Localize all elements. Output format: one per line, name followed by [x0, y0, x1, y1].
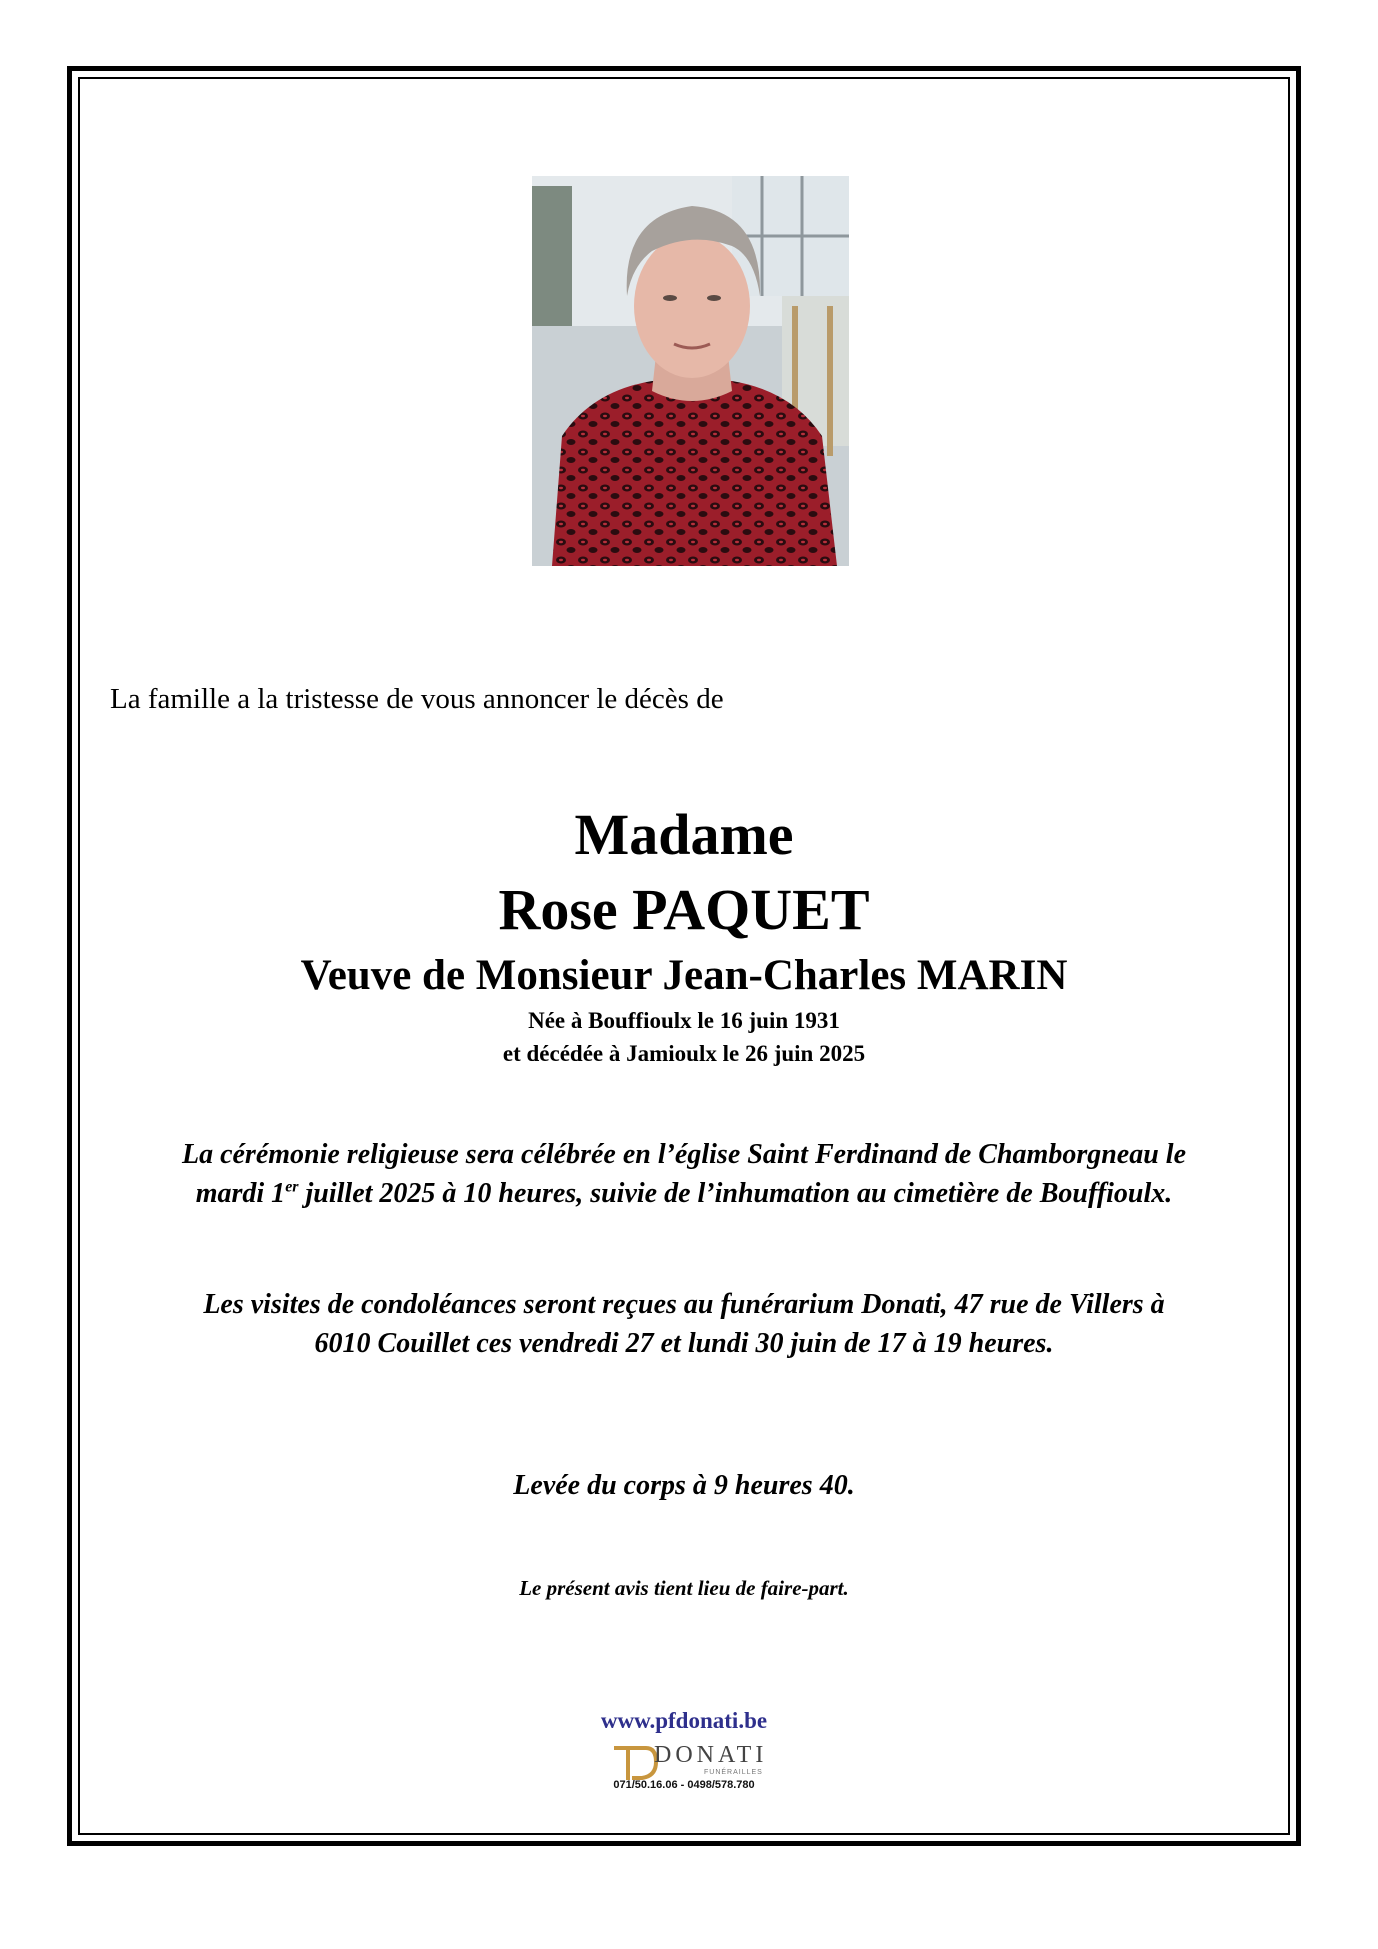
widow-of: Veuve de Monsieur Jean-Charles MARIN: [300, 952, 1068, 999]
death-info: et décédée à Jamioulx le 26 juin 2025: [502, 1041, 866, 1066]
deceased-name: Rose PAQUET: [498, 877, 870, 942]
deceased-title: Madame: [574, 802, 794, 867]
phone-numbers: 071/50.16.06 - 0498/578.780: [613, 1779, 755, 1791]
ceremony-line-1: La cérémonie religieuse sera célébrée en l’église Saint Ferdinand de Chamborgneau le: [181, 1139, 1187, 1170]
ceremony-line-2-post: juillet 2025 à 10 heures, suivie de l’inhumation au cimetière de Bouffioulx.: [298, 1178, 1173, 1209]
notice-text: Le présent avis tient lieu de faire-part.: [519, 1576, 849, 1600]
visits-line-2: 6010 Couillet ces vendredi 27 et lundi 30 juin de 17 à 19 heures.: [314, 1328, 1054, 1359]
ceremony-line-2: [78, 1175, 1290, 1213]
website-link[interactable]: www.pfdonati.be: [600, 1708, 768, 1733]
donati-logo: [612, 1742, 772, 1782]
birth-info: Née à Bouffioulx le 16 juin 1931: [528, 1008, 840, 1033]
visits-line-1: Les visites de condoléances seront reçues au funérarium Donati, 47 rue de Villers à: [203, 1289, 1165, 1320]
logo-subtitle: FUNÉRAILLES: [704, 1769, 763, 1776]
ceremony-line-2-pre: mardi 1: [195, 1178, 286, 1209]
donati-logo-mark-icon: [612, 1742, 658, 1782]
intro-text: La famille a la tristesse de vous annoncer le décès de: [110, 683, 724, 715]
levee-text: Levée du corps à 9 heures 40.: [513, 1470, 855, 1501]
portrait-photo: [532, 176, 849, 566]
ceremony-line-2-sup: er: [285, 1178, 299, 1196]
logo-name: DONATI: [654, 1742, 768, 1768]
